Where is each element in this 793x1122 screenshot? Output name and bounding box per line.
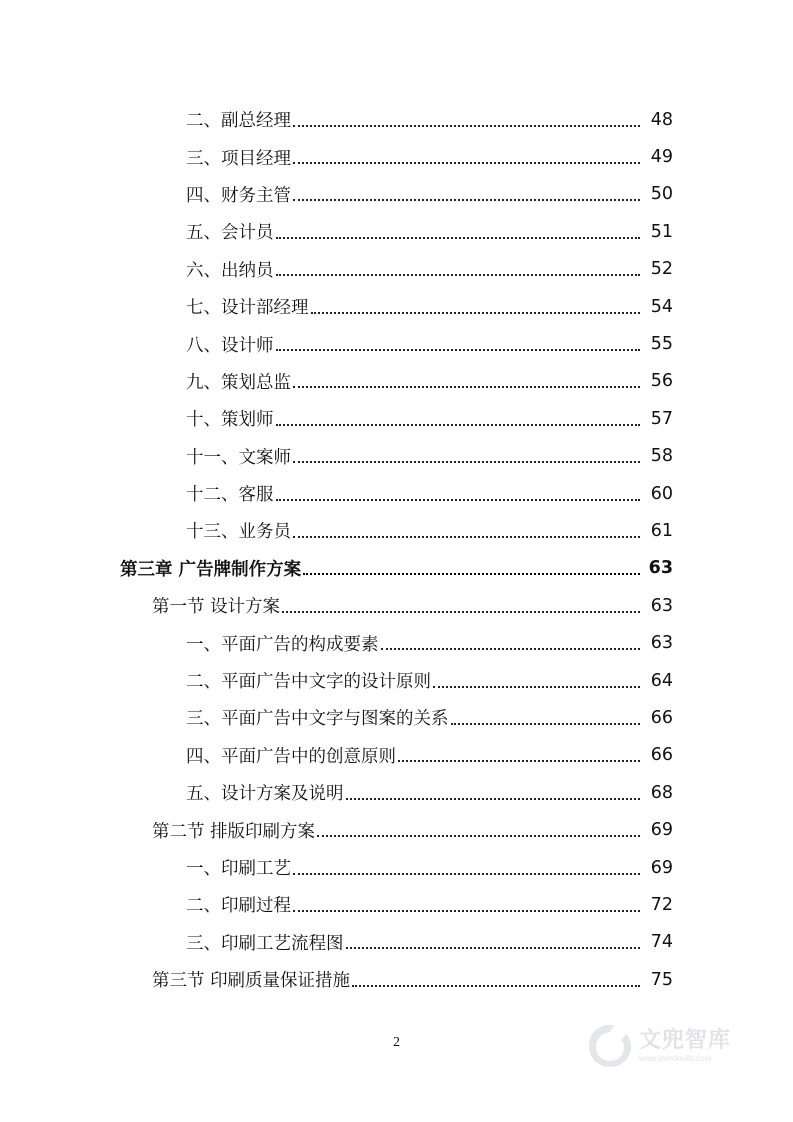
toc-entry-title: 六、出纳员 bbox=[186, 260, 274, 281]
toc-entry[interactable] bbox=[0, 101, 793, 138]
toc-leader-dots bbox=[433, 686, 640, 688]
toc-leader-dots bbox=[346, 798, 641, 800]
toc-entry-title: 一、平面广告的构成要素 bbox=[186, 634, 379, 655]
toc-entry-title: 四、财务主管 bbox=[186, 185, 291, 206]
toc-entry[interactable] bbox=[0, 438, 793, 475]
toc-entry-page: 56 bbox=[650, 371, 673, 392]
toc-entry[interactable] bbox=[0, 251, 793, 288]
toc-leader-dots bbox=[293, 162, 640, 164]
page-number: 2 bbox=[393, 1035, 400, 1050]
toc-entry[interactable] bbox=[0, 774, 793, 811]
toc-entry[interactable] bbox=[0, 662, 793, 699]
toc-entry[interactable] bbox=[0, 624, 793, 661]
toc-entry-page: 49 bbox=[650, 147, 673, 168]
toc-entry[interactable] bbox=[0, 213, 793, 250]
toc-entry-page: 74 bbox=[650, 932, 673, 953]
toc-entry[interactable] bbox=[0, 699, 793, 736]
toc-entry[interactable] bbox=[0, 886, 793, 923]
toc-entry-page: 54 bbox=[650, 296, 673, 317]
toc-entry[interactable] bbox=[0, 325, 793, 362]
toc-entry-title: 七、设计部经理 bbox=[186, 298, 309, 319]
toc-entry-page: 61 bbox=[650, 520, 673, 541]
toc-entry-title: 十一、文案师 bbox=[186, 447, 291, 468]
toc-leader-dots bbox=[303, 573, 640, 575]
toc-entry-title: 四、平面广告中的创意原则 bbox=[186, 746, 396, 767]
toc-entry-title: 三、印刷工艺流程图 bbox=[186, 933, 344, 954]
toc-entry[interactable] bbox=[0, 737, 793, 774]
toc-entry-page: 68 bbox=[650, 782, 673, 803]
toc-entry-page: 63 bbox=[650, 633, 673, 654]
toc-entry[interactable] bbox=[0, 400, 793, 437]
toc-entry-page: 57 bbox=[650, 408, 673, 429]
toc-entry-title: 九、策划总监 bbox=[186, 372, 291, 393]
toc-chapter-entry[interactable] bbox=[0, 550, 793, 587]
toc-entry-title: 三、项目经理 bbox=[186, 148, 291, 169]
toc-section-entry[interactable] bbox=[0, 587, 793, 624]
toc-entry-page: 66 bbox=[650, 745, 673, 766]
toc-entry-title: 二、印刷过程 bbox=[186, 896, 291, 917]
toc-entry-page: 63 bbox=[648, 558, 673, 579]
toc-entry-page: 75 bbox=[650, 969, 673, 990]
toc-entry-title: 一、印刷工艺 bbox=[186, 859, 291, 879]
toc-leader-dots bbox=[293, 910, 640, 912]
toc-leader-dots bbox=[381, 648, 641, 650]
toc-leader-dots bbox=[276, 274, 641, 276]
toc-entry[interactable] bbox=[0, 924, 793, 961]
toc-entry-page: 63 bbox=[650, 595, 673, 616]
toc-entry-title: 五、设计方案及说明 bbox=[186, 784, 344, 805]
toc-entry[interactable] bbox=[0, 176, 793, 213]
toc-entry-page: 58 bbox=[650, 446, 673, 467]
toc-leader-dots bbox=[276, 424, 641, 426]
toc-entry[interactable] bbox=[0, 363, 793, 400]
toc-entry-page: 51 bbox=[650, 221, 673, 242]
watermark bbox=[585, 1016, 755, 1076]
toc-leader-dots bbox=[293, 386, 640, 388]
toc-entry-title: 十二、客服 bbox=[186, 485, 274, 506]
toc-entry-page: 64 bbox=[650, 670, 673, 691]
toc-section-entry[interactable] bbox=[0, 961, 793, 998]
toc-entry-title: 第二节 排版印刷方案 bbox=[152, 821, 316, 842]
watermark-text bbox=[639, 1027, 732, 1063]
toc-leader-dots bbox=[276, 499, 641, 501]
toc-entry-title: 二、副总经理 bbox=[186, 111, 291, 132]
toc-entry[interactable] bbox=[0, 475, 793, 512]
toc-entry-title: 第三章 广告牌制作方案 bbox=[120, 559, 302, 580]
toc-leader-dots bbox=[293, 199, 640, 201]
toc-entry[interactable] bbox=[0, 288, 793, 325]
toc-leader-dots bbox=[346, 947, 641, 949]
toc-entry-page: 50 bbox=[650, 184, 673, 205]
watermark-url: www.wendoulib.com bbox=[639, 1053, 712, 1063]
watermark-name: 文兜智库 bbox=[639, 1027, 732, 1053]
table-of-contents bbox=[0, 101, 793, 998]
toc-leader-dots bbox=[293, 125, 640, 127]
toc-leader-dots bbox=[311, 312, 641, 314]
wendou-logo-icon bbox=[585, 1021, 635, 1071]
toc-entry-page: 48 bbox=[650, 109, 673, 130]
toc-entry[interactable] bbox=[0, 512, 793, 549]
toc-entry[interactable] bbox=[0, 849, 793, 886]
toc-entry-page: 69 bbox=[650, 857, 673, 878]
toc-entry-title: 十、策划师 bbox=[186, 410, 274, 431]
toc-entry-page: 66 bbox=[650, 707, 673, 728]
toc-leader-dots bbox=[282, 611, 640, 613]
toc-leader-dots bbox=[352, 985, 640, 987]
toc-entry-title: 十三、业务员 bbox=[186, 522, 291, 543]
toc-entry-title: 第一节 设计方案 bbox=[152, 597, 281, 618]
toc-entry-title: 八、设计师 bbox=[186, 335, 274, 356]
toc-entry-page: 52 bbox=[650, 259, 673, 280]
toc-leader-dots bbox=[293, 873, 640, 875]
toc-leader-dots bbox=[293, 461, 640, 463]
toc-entry-title: 第三节 印刷质量保证措施 bbox=[152, 971, 351, 992]
toc-entry-page: 55 bbox=[650, 334, 673, 355]
toc-leader-dots bbox=[398, 760, 640, 762]
toc-entry-page: 69 bbox=[650, 820, 673, 841]
toc-leader-dots bbox=[276, 349, 641, 351]
toc-entry-title: 五、会计员 bbox=[186, 223, 274, 244]
toc-entry-title: 三、平面广告中文字与图案的关系 bbox=[186, 709, 449, 730]
toc-entry[interactable] bbox=[0, 138, 793, 175]
toc-section-entry[interactable] bbox=[0, 811, 793, 848]
toc-entry-page: 72 bbox=[650, 894, 673, 915]
toc-leader-dots bbox=[293, 536, 640, 538]
toc-entry-title: 二、平面广告中文字的设计原则 bbox=[186, 672, 431, 693]
toc-leader-dots bbox=[317, 835, 640, 837]
toc-leader-dots bbox=[276, 237, 641, 239]
toc-leader-dots bbox=[451, 723, 641, 725]
toc-entry-page: 60 bbox=[650, 483, 673, 504]
